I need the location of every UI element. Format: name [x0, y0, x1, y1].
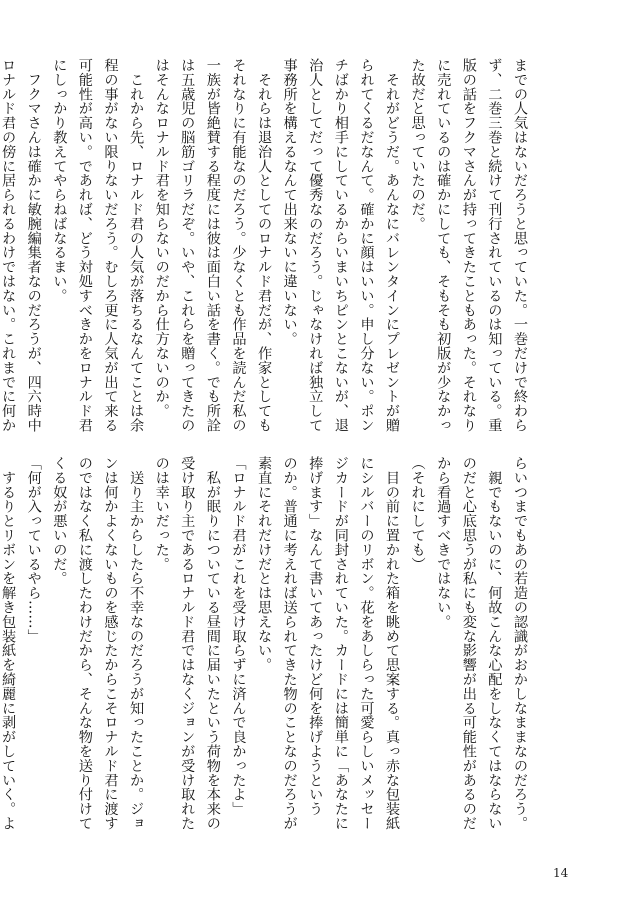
upper-text-block: [0, 58, 532, 433]
upper-text-line: 程の事がない限りないだろう。むしろ更に人気が出て来る: [102, 58, 119, 433]
lower-text-line: のは幸いだった。: [153, 456, 170, 572]
page-number: 14: [553, 866, 569, 880]
lower-text-block: [0, 456, 532, 831]
lower-text-line: 私が眠りについている昼間に届いたという荷物を本来の: [204, 456, 221, 831]
upper-text-line: られてくるだなんて。確かに顔はいい。申し分ない。ポン: [358, 58, 375, 433]
lower-text-line: から看過すべきではない。: [435, 456, 452, 629]
upper-text-line: はそんなロナルド君を知らないのだから仕方ないのか。: [153, 58, 170, 418]
lower-text-line: ジカードが同封されていた。カードには簡単に「あなたに: [332, 456, 349, 831]
lower-text-line: ンは何かよくないものを感じたからこそロナルド君に渡す: [102, 456, 119, 831]
lower-text-line: くる奴が悪いのだ。: [51, 456, 68, 586]
lower-text-line: （それにしても）: [409, 456, 426, 572]
upper-text-line: は五歳児の脳筋ゴリラだぞ。いや、これらを贈ってきたの: [179, 58, 196, 433]
upper-text-line: それがどうだ。あんなにバレンタインにプレゼントが贈: [384, 58, 401, 433]
upper-text-line: それらは退治人としてのロナルド君だが、作家としても: [256, 58, 273, 433]
lower-text-line: 捧げます」なんて書いてあったけど何を捧げようという: [307, 456, 324, 816]
lower-text-line: のか。普通に考えれば送られてきた物のことなのだろうが: [281, 456, 298, 831]
lower-text-line: 受け取り主であるロナルド君ではなくジョンが受け取れた: [179, 456, 196, 831]
upper-text-line: までの人気はないだろうと思っていた。一巻だけで終わら: [512, 58, 528, 433]
lower-text-line: 送り主からしたら不幸なのだろうが知ったことか。ジョ: [128, 456, 145, 831]
upper-text-line: 版の話をフクマさんが持ってきたこともあった。それなり: [460, 58, 477, 433]
upper-text-line: チばかり相手にしているからいまいちピンとこないが、退: [332, 58, 349, 433]
upper-text-line: それなりに有能なのだろう。少なくとも作品を読んだ私の: [230, 58, 247, 433]
lower-text-line: 目の前に置かれた箱を眺めて思案する。真っ赤な包装紙: [384, 456, 401, 831]
lower-text-line: にシルバーのリボン。花をあしらった可愛らしいメッセー: [358, 456, 375, 831]
lower-text-line: 素直にそれだけだとは思えない。: [256, 456, 273, 672]
lower-text-line: のだと心底思うが私にも変な影響が出る可能性があるのだ: [460, 456, 477, 831]
upper-text-line: 可能性が高い。であれば、どう対処すべきかをロナルド君: [76, 58, 93, 433]
lower-text-line: らいつまでもあの若造の認識がおかしなままなのだろう。: [512, 456, 528, 831]
upper-text-line: 治人としてだって優秀なのだろう。じゃなければ独立して: [307, 58, 324, 433]
upper-text-line: 事務所を構えるなんて出来ないに違いない。: [281, 58, 298, 346]
lower-text-line: 親でもないのに、何故こんな心配をしなくてはならない: [486, 456, 503, 831]
upper-text-line: ず、二巻三巻と続けて刊行されているのは知っている。重: [486, 58, 503, 433]
upper-text-line: 一族が皆絶賛する程度には彼は面白い話を書く。でも所詮: [204, 58, 221, 433]
upper-text-line: た故だと思っていたのだ。: [409, 58, 426, 231]
upper-text-line: フクマさんは確かに敏腕編集者なのだろうが、四六時中: [25, 58, 42, 433]
upper-text-line: にしっかり教えてやらねばなるまい。: [51, 58, 68, 303]
lower-text-line: するりとリボンを解き包装紙を綺麗に剥がしていく。よ: [0, 456, 17, 831]
upper-text-line: に売れているのは確かにしても、そもそも初版が少なかっ: [435, 58, 452, 433]
upper-text-line: これから先、ロナルド君の人気が落ちるなんてことは余: [128, 58, 145, 433]
upper-text-line: ロナルド君の傍に居られるわけではない。これまでに何か: [0, 58, 17, 433]
lower-text-line: のではなく私に渡したわけだから、そんな物を送り付けて: [76, 456, 93, 831]
lower-text-line: 「ロナルド君がこれを受け取らずに済んで良かったよ」: [230, 456, 247, 816]
lower-text-line: 「何が入っているやら……」: [25, 456, 42, 644]
